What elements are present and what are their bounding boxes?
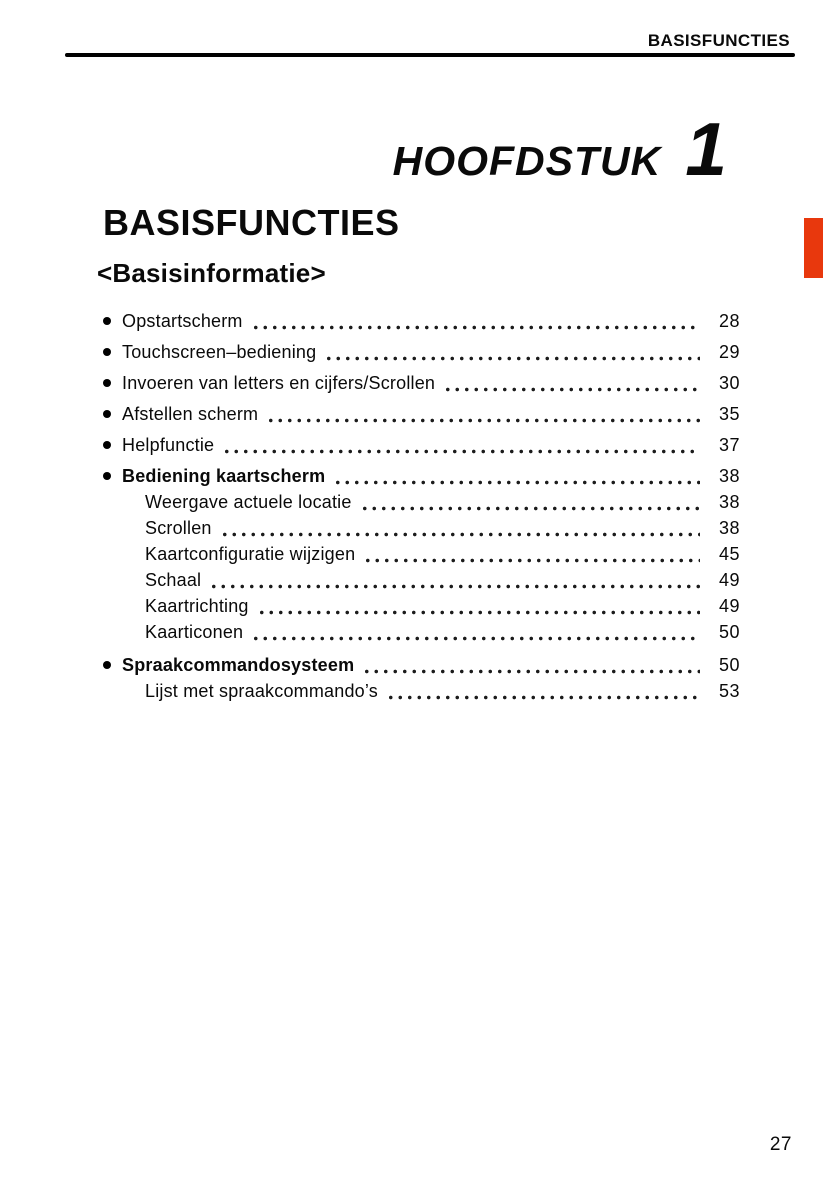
toc-entry	[103, 652, 740, 678]
header-rule	[65, 53, 795, 57]
toc-entry-page: 45	[718, 543, 740, 564]
running-header	[648, 31, 790, 51]
toc-entry-page: 30	[718, 372, 740, 393]
dot-leader	[220, 515, 700, 541]
toc-entry	[103, 401, 740, 427]
toc-entry-label: Afstellen scherm	[122, 403, 259, 424]
toc-entry	[103, 593, 740, 619]
bullet-icon	[103, 317, 111, 325]
toc-entry-label: Scrollen	[145, 517, 212, 538]
chapter-label: HOOFDSTUK	[392, 138, 662, 184]
toc-entry-page: 50	[718, 621, 740, 642]
toc-entry	[103, 619, 740, 645]
toc-entry	[103, 678, 740, 704]
toc-entry	[103, 432, 740, 458]
toc-entry-label: Kaartconfiguratie wijzigen	[145, 543, 356, 564]
dot-leader	[266, 401, 700, 427]
dot-leader	[363, 541, 700, 567]
dot-leader	[209, 567, 700, 593]
toc-entry-page: 49	[718, 595, 740, 616]
toc-entry-label: Kaarticonen	[145, 621, 244, 642]
toc-entry	[103, 567, 740, 593]
bullet-icon	[103, 379, 111, 387]
toc-entry-page: 37	[718, 434, 740, 455]
chapter-edge-tab	[804, 218, 823, 278]
bullet-icon	[103, 410, 111, 418]
toc-entry	[103, 370, 740, 396]
dot-leader	[333, 463, 700, 489]
toc-entry-label: Kaartrichting	[145, 595, 249, 616]
dot-leader	[386, 678, 700, 704]
toc-entry-label: Schaal	[145, 569, 202, 590]
section-subtitle: <Basisinformatie>	[97, 258, 326, 288]
toc-entry-page: 29	[718, 341, 740, 362]
toc-entry-page: 53	[718, 680, 740, 701]
toc-entry	[103, 541, 740, 567]
dot-leader	[324, 339, 700, 365]
toc-entry	[103, 339, 740, 365]
toc-entry-page: 38	[718, 465, 740, 486]
bullet-icon	[103, 472, 111, 480]
folio-page-number: 27	[769, 1134, 792, 1155]
toc-entry	[103, 515, 740, 541]
toc-entry-page: 38	[718, 491, 740, 512]
bullet-icon	[103, 441, 111, 449]
dot-leader	[251, 619, 700, 645]
toc-entry-label: Weergave actuele locatie	[145, 491, 352, 512]
dot-leader	[251, 308, 700, 334]
toc-entry-page: 35	[718, 403, 740, 424]
running-header-text: BASISFUNCTIES	[647, 31, 790, 50]
bullet-icon	[103, 348, 111, 356]
toc-entry-label: Helpfunctie	[122, 434, 215, 455]
toc-entry-label: Spraakcommandosysteem	[122, 654, 355, 675]
chapter-number: 1	[685, 107, 727, 191]
toc-entry	[103, 489, 740, 515]
toc-entry-page: 28	[718, 310, 740, 331]
chapter-heading	[392, 107, 727, 191]
dot-leader	[222, 432, 700, 458]
toc-entry-label: Opstartscherm	[122, 310, 243, 331]
toc-entry-page: 49	[718, 569, 740, 590]
toc-entry-page: 50	[718, 654, 740, 675]
dot-leader	[362, 652, 700, 678]
dot-leader	[360, 489, 700, 515]
dot-leader	[443, 370, 700, 396]
dot-leader	[257, 593, 700, 619]
toc-entry	[103, 308, 740, 334]
toc-entry-page: 38	[718, 517, 740, 538]
toc-entry	[103, 463, 740, 489]
toc-entry-label: Invoeren van letters en cijfers/Scrollen	[122, 372, 436, 393]
toc-entry-label: Lijst met spraakcommando’s	[145, 680, 378, 701]
page-title: BASISFUNCTIES	[103, 202, 400, 243]
toc-entry-label: Bediening kaartscherm	[122, 465, 326, 486]
toc-list	[103, 308, 740, 704]
bullet-icon	[103, 661, 111, 669]
toc-entry-label: Touchscreen–bediening	[122, 341, 317, 362]
